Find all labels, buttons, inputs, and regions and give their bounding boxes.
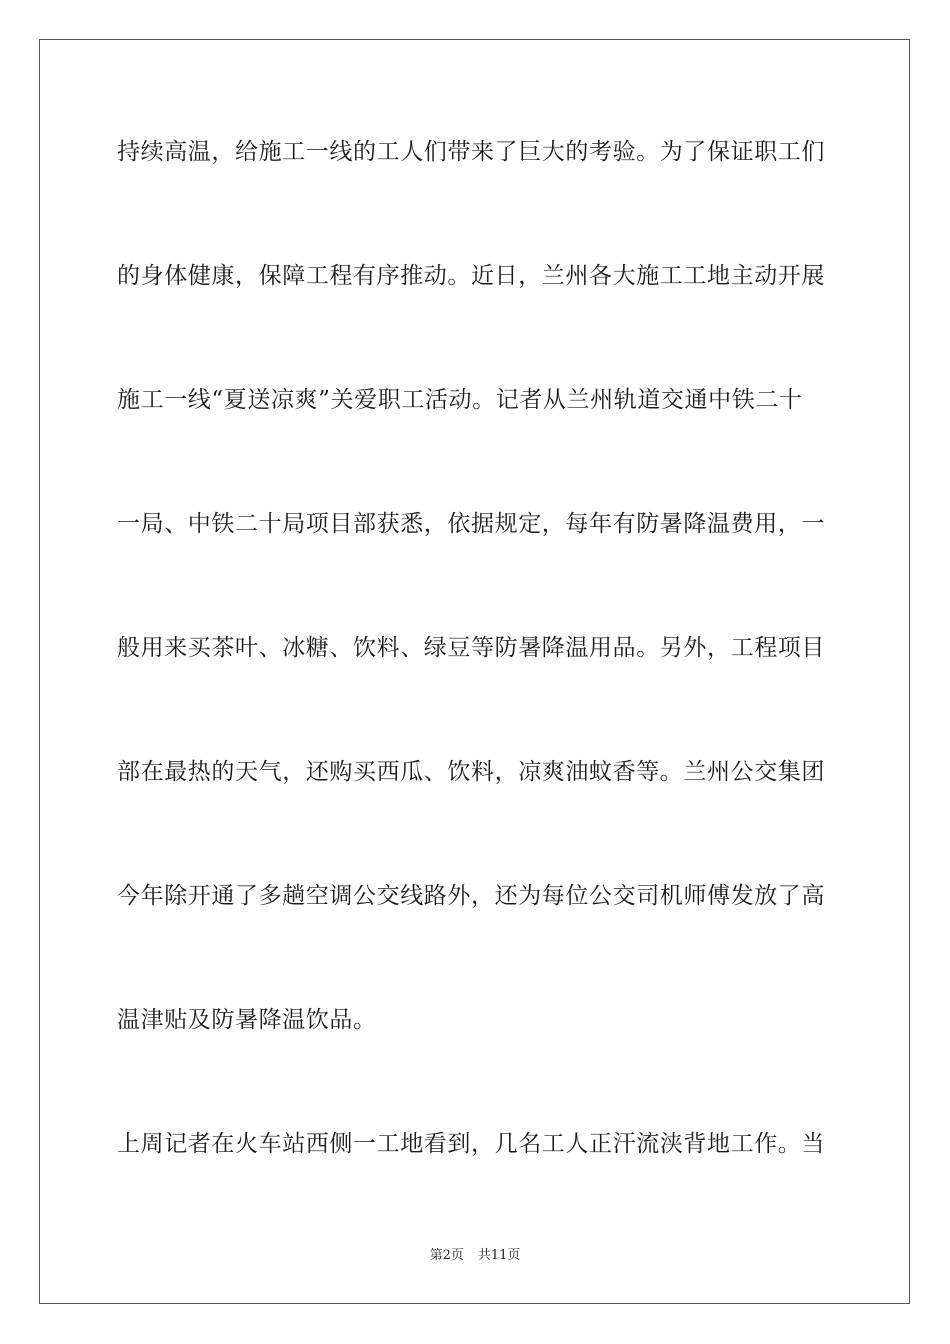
paragraph-2-line-1: 上周记者在火车站西侧一工地看到，几名工人正汗流浃背地工作。当	[117, 1131, 825, 1157]
paragraph-1-line-6: 部在最热的天气，还购买西瓜、饮料，凉爽油蚊香等。兰州公交集团	[117, 759, 825, 785]
page-footer	[0, 1247, 950, 1265]
page-total: 共11页	[477, 1248, 521, 1263]
page-border	[39, 39, 910, 1304]
paragraph-1-line-1: 持续高温，给施工一线的工人们带来了巨大的考验。为了保证职工们	[117, 139, 825, 165]
paragraph-1-line-2: 的身体健康，保障工程有序推动。近日，兰州各大施工工地主动开展	[117, 263, 825, 289]
paragraph-1-line-3: 施工一线“夏送凉爽”关爱职工活动。记者从兰州轨道交通中铁二十	[117, 387, 803, 413]
paragraph-1-line-4: 一局、中铁二十局项目部获悉，依据规定，每年有防暑降温费用，一	[117, 511, 825, 537]
paragraph-1-line-8: 温津贴及防暑降温饮品。	[117, 1007, 377, 1033]
paragraph-1-line-5: 般用来买茶叶、冰糖、饮料、绿豆等防暑降温用品。另外，工程项目	[117, 635, 825, 661]
page-number: 第2页	[429, 1248, 464, 1263]
paragraph-1-line-7: 今年除开通了多趟空调公交线路外，还为每位公交司机师傅发放了高	[117, 883, 825, 909]
